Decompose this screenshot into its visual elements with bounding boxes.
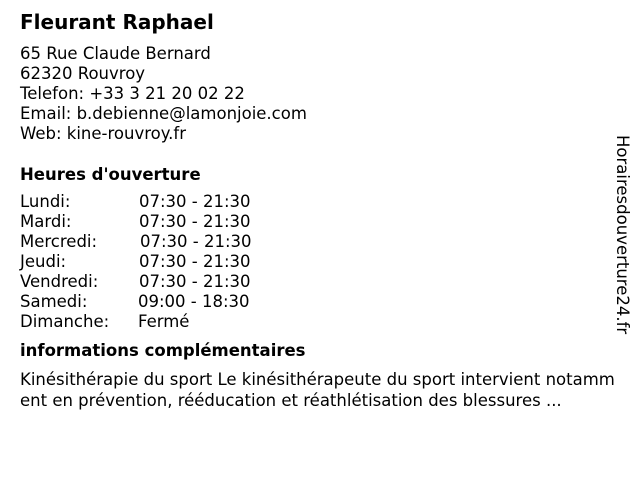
phone-number: Telefon: +33 3 21 20 02 22 [20, 84, 245, 103]
hours-heading: Heures d'ouverture [20, 165, 201, 184]
hours-row-wednesday [20, 232, 610, 252]
info-heading: informations complémentaires [20, 341, 306, 360]
hours-row-friday [20, 272, 610, 292]
time-value: 07:30 - 21:30 [139, 272, 251, 291]
listing-card [20, 8, 615, 411]
day-label: Lundi: [20, 192, 71, 211]
hours-row-thursday [20, 252, 610, 272]
hours-row-monday [20, 192, 610, 212]
address-street: 65 Rue Claude Bernard [20, 44, 211, 63]
day-label: Vendredi: [20, 272, 99, 291]
hours-table [20, 192, 610, 332]
info-description: Kinésithérapie du sport Le kinésithérapeute du sport intervient notamment en prévention, rééducation et réathlétisation des blessures ... [20, 370, 615, 410]
time-value: 09:00 - 18:30 [138, 292, 250, 311]
day-label: Jeudi: [20, 252, 67, 271]
day-label: Mercredi: [20, 232, 98, 251]
time-value: Fermé [138, 312, 190, 331]
site-watermark: Horairesdouverture24.fr [613, 135, 632, 335]
day-label: Dimanche: [20, 312, 110, 331]
business-name: Fleurant Raphael [20, 10, 214, 34]
email-address: Email: b.debienne@lamonjoie.com [20, 104, 307, 123]
hours-row-saturday [20, 292, 610, 312]
time-value: 07:30 - 21:30 [139, 252, 251, 271]
time-value: 07:30 - 21:30 [139, 212, 251, 231]
hours-row-tuesday [20, 212, 610, 232]
time-value: 07:30 - 21:30 [140, 232, 252, 251]
address-city: 62320 Rouvroy [20, 64, 146, 83]
day-label: Samedi: [20, 292, 88, 311]
hours-row-sunday [20, 312, 610, 332]
day-label: Mardi: [20, 212, 72, 231]
website: Web: kine-rouvroy.fr [20, 124, 186, 143]
time-value: 07:30 - 21:30 [139, 192, 251, 211]
